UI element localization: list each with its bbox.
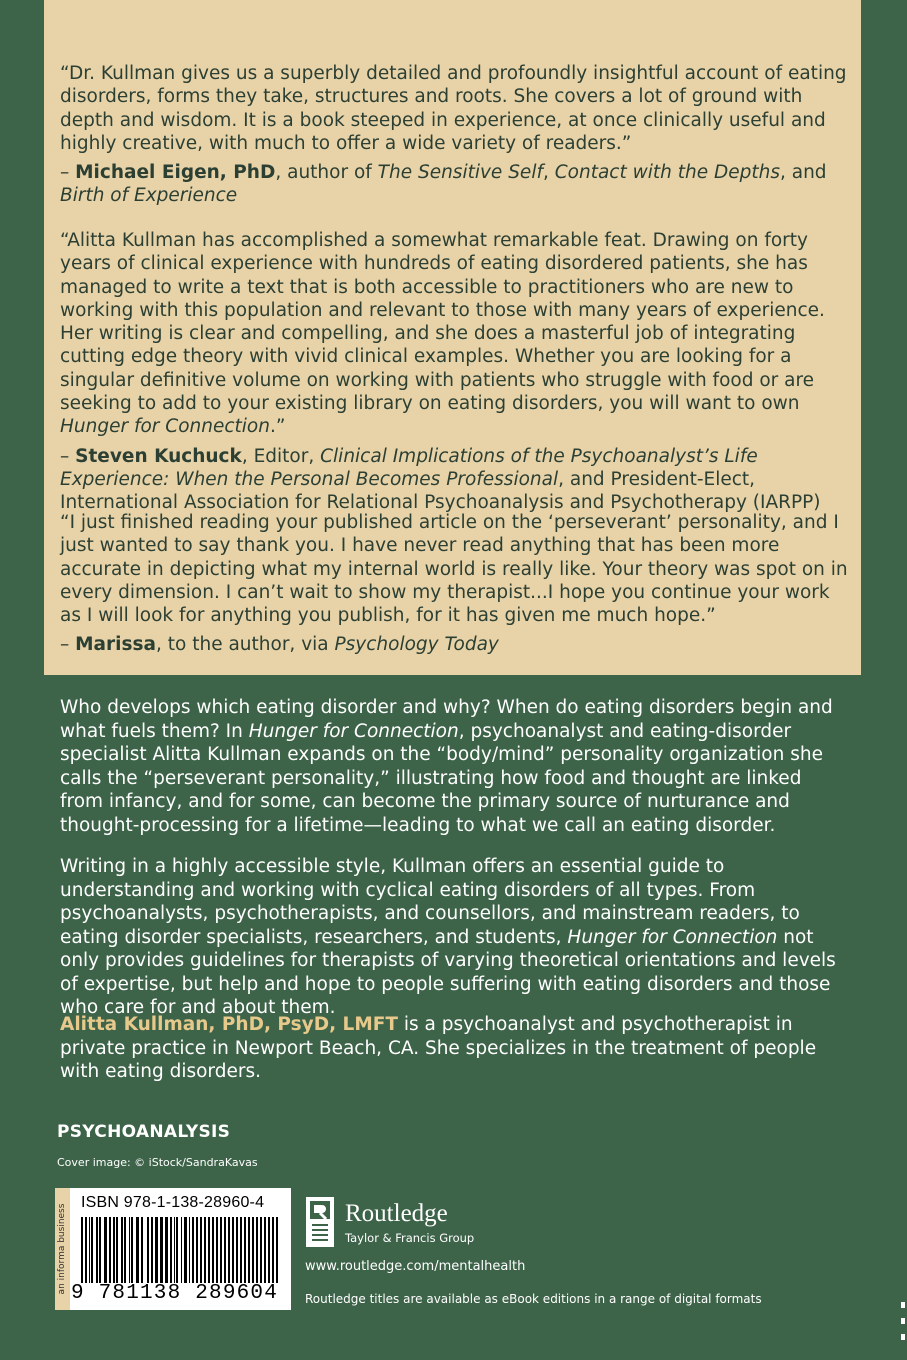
attr-text: , Editor, xyxy=(241,445,321,467)
book-title: Contact with the Depths xyxy=(554,162,780,184)
informa-strip xyxy=(55,1188,70,1310)
quote-text xyxy=(60,229,850,439)
author-bio xyxy=(60,1013,850,1084)
endorsements-panel xyxy=(44,0,861,675)
endorsement-eigen xyxy=(60,62,850,208)
quote-attribution xyxy=(60,445,850,515)
publisher-subtitle: Taylor & Francis Group xyxy=(345,1231,475,1245)
attr-text: , and xyxy=(779,162,827,184)
description-paragraph-1 xyxy=(60,696,850,837)
book-title: Hunger for Connection xyxy=(60,416,270,438)
publisher-logo xyxy=(306,1197,506,1247)
attr-text: , author of xyxy=(275,162,378,184)
isbn-label: ISBN 978-1-138-28960-4 xyxy=(81,1194,265,1211)
desc-text: Writing in a highly accessible style, Kullman offers an essential guide to understanding and working with cyclical eating disorders of all types. From psychoanalysts, psychotherapists, and counsellors, and mainstream readers, to eating disorder specialists, researchers, and students, xyxy=(60,856,800,948)
book-title: Clinical Implications of the Psychoanalyst’s Life Experience: When the Personal Becomes Professional xyxy=(60,445,758,490)
description-paragraph-2 xyxy=(60,855,850,1020)
attr-dash: – xyxy=(60,162,76,184)
edge-marks-icon xyxy=(899,1300,907,1360)
endorsement-kuchuck xyxy=(60,229,850,515)
attr-dash: – xyxy=(60,445,76,467)
attr-text: , xyxy=(542,162,555,184)
book-title: Hunger for Connection xyxy=(567,926,778,948)
endorser-name: Steven Kuchuck xyxy=(75,445,242,467)
endorser-name: Michael Eigen, PhD xyxy=(75,162,276,184)
author-bio-text: is a psychoanalyst and psychotherapist in private practice in Newport Beach, CA. She specializes in the treatment of people with eating disorders. xyxy=(60,1014,817,1082)
desc-text: not only provides guidelines for therapists of varying theoretical orientations and levels of expertise, but help and hope to people suffering with eating disorders and those who care for and about them. xyxy=(60,926,836,1018)
book-title: The Sensitive Self xyxy=(377,162,543,184)
publication-title: Psychology Today xyxy=(334,634,499,656)
attr-text: , to the author, via xyxy=(156,634,335,656)
endorser-name: Marissa xyxy=(75,634,157,656)
publisher-url: www.routledge.com/mentalhealth xyxy=(305,1259,526,1274)
book-title: Birth of Experience xyxy=(60,185,238,207)
barcode-area xyxy=(55,1188,291,1310)
quote-text: “Dr. Kullman gives us a superbly detailed and profoundly insightful account of eating disorders, forms they take, structures and roots. She covers a lot of ground with depth and wisdom. It is a book steeped in experience, at once clinically useful and highly creative, with much to offer a wide variety of readers.” xyxy=(60,63,847,154)
book-title: Hunger for Connection xyxy=(248,720,459,742)
routledge-logo-icon xyxy=(306,1197,334,1247)
barcode-icon xyxy=(81,1217,281,1283)
subject-category: PSYCHOANALYSIS xyxy=(57,1122,231,1142)
barcode-number: 9 781138 289604 xyxy=(71,1282,279,1305)
cover-credit: Cover image: © iStock/SandraKavas xyxy=(57,1156,258,1169)
quote-body: “Alitta Kullman has accomplished a somewhat remarkable feat. Drawing on forty years of clinical experience with hundreds of eating disordered patients, she has managed to write a text that is both accessible to practitioners who are new to working with this population and relevant to those with many years of experience. Her writing is clear and compelling, and she does a masterful job of integrating cutting edge theory with vivid clinical examples. Whether you are looking for a singular definitive volume on working with patients who struggle with food or are seeking to add to your existing library on eating disorders, you will want to own xyxy=(60,230,825,415)
endorsement-marissa xyxy=(60,511,850,657)
quote-attribution xyxy=(60,161,850,208)
quote-attribution xyxy=(60,633,850,656)
desc-text: Who develops which eating disorder and why? When do eating disorders begin and what fuels them? In xyxy=(60,697,833,742)
quote-text: “I just finished reading your published article on the ‘perseverant’ personality, and I just wanted to say thank you. I have never read anything that has been more accurate in depicting what my internal world is really like. Your theory was spot on in every dimension. I can’t wait to show my therapist...I hope you continue your work as I will look for anything you publish, for it has given me much hope.” xyxy=(60,512,848,627)
attr-text: , and President-Elect, International Association for Relational Psychoanalysis and Psychotherapy (IARPP) xyxy=(60,468,821,514)
author-name: Alitta Kullman, PhD, PsyD, LMFT xyxy=(60,1014,399,1035)
quote-close: .” xyxy=(269,416,286,438)
informa-label: an informa business xyxy=(57,1203,67,1295)
publisher-name: Routledge xyxy=(345,1200,448,1227)
desc-text: , psychoanalyst and eating-disorder specialist Alitta Kullman expands on the “body/mind” personality organization she calls the “perseverant personality,” illustrating how food and thought are linked from infancy, and for some, can become the primary source of nurturance and thought-processing for a lifetime—leading to what we call an eating disorder. xyxy=(60,720,823,836)
attr-dash: – xyxy=(60,634,76,656)
ebook-note: Routledge titles are available as eBook editions in a range of digital formats xyxy=(305,1292,762,1306)
